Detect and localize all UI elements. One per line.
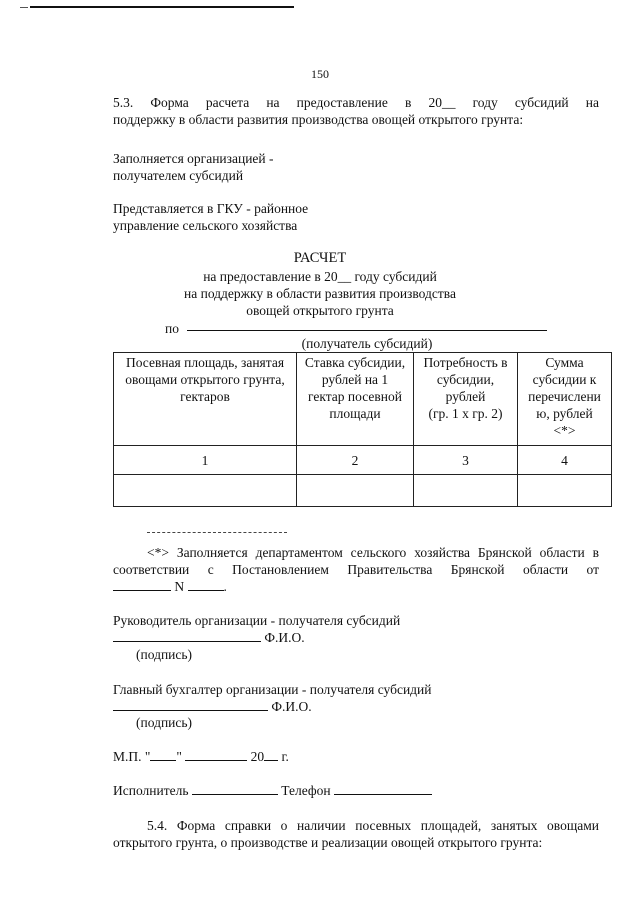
day-field[interactable] <box>150 748 176 761</box>
executor-line <box>113 782 432 799</box>
table-cell-rate[interactable] <box>297 475 414 507</box>
head-signature-field[interactable] <box>113 629 261 642</box>
head-signature-line <box>113 629 305 646</box>
calc-table <box>113 352 612 507</box>
header-col2 <box>297 353 414 446</box>
calc-heading: РАСЧЕТ <box>293 250 347 266</box>
footnote-line1: <*> Заполняется департаментом сельского хозяйства Брянской области в <box>147 545 599 560</box>
header-col4 <box>518 353 612 446</box>
accountant-fio-label: Ф.И.О. <box>271 699 312 714</box>
executor-field[interactable] <box>192 782 278 795</box>
head-title: Руководитель организации - получателя субсидий <box>113 613 401 628</box>
decree-date-field[interactable] <box>113 578 171 591</box>
filled-by-line2: получателем субсидий <box>113 168 244 183</box>
table-header-row <box>114 353 612 446</box>
calc-title-line2: на поддержку в области развития производства <box>184 286 456 301</box>
submitted-to-line1: Представляется в ГКУ - районное <box>113 201 309 216</box>
head-sign-caption: (подпись) <box>136 647 193 662</box>
header-col1-line1: Посевная площадь, занятая <box>125 355 285 370</box>
col-number-1: 1 <box>114 446 297 475</box>
section-53-line1: 5.3. Форма расчета на предоставление в 20__ году субсидий на <box>113 95 599 110</box>
stamp-quote: " <box>176 749 182 764</box>
top-rule <box>30 6 294 8</box>
header-col3-line3: рублей <box>445 389 486 404</box>
header-col4-line1: Сумма <box>545 355 584 370</box>
header-col2-line1: Ставка субсидии, <box>304 355 406 370</box>
header-col4-line2: субсидии к <box>532 372 597 387</box>
year-field[interactable] <box>264 748 278 761</box>
executor-label: Исполнитель <box>113 783 189 798</box>
header-col3-line4: (гр. 1 х гр. 2) <box>428 406 503 421</box>
phone-field[interactable] <box>334 782 432 795</box>
header-col2-line3: гектар посевной <box>308 389 402 404</box>
year-prefix: 20 <box>250 749 265 764</box>
year-suffix: г. <box>281 749 289 764</box>
decree-number-label: N <box>174 579 185 594</box>
top-rule-mark <box>20 7 28 8</box>
table-cell-need[interactable] <box>414 475 518 507</box>
recipient-field[interactable] <box>187 330 547 331</box>
table-cell-area[interactable] <box>114 475 297 507</box>
header-col1-line2: овощами открытого грунта, <box>125 372 285 387</box>
header-col4-line3: перечислени <box>528 389 601 404</box>
accountant-signature-line <box>113 698 312 715</box>
calc-title-line1: на предоставление в 20__ году субсидий <box>203 269 437 284</box>
section-53-line2: поддержку в области развития производства овощей открытого грунта: <box>113 112 524 127</box>
footnote-line3: N . <box>113 578 227 595</box>
stamp-date-line <box>113 748 289 765</box>
page-number: 150 <box>311 67 329 81</box>
header-col2-line4: площади <box>329 406 381 421</box>
calc-title-line3: овощей открытого грунта <box>246 303 394 318</box>
header-col4-line5: <*> <box>553 423 576 438</box>
col-number-4: 4 <box>518 446 612 475</box>
accountant-sign-caption: (подпись) <box>136 715 193 730</box>
header-col1-line3: гектаров <box>180 389 230 404</box>
submitted-to-line2: управление сельского хозяйства <box>113 218 298 233</box>
section-54-line1: 5.4. Форма справки о наличии посевных площадей, занятых овощами <box>147 818 599 833</box>
month-field[interactable] <box>185 748 247 761</box>
col-number-2: 2 <box>297 446 414 475</box>
accountant-signature-field[interactable] <box>113 698 268 711</box>
header-col3-line2: субсидии, <box>436 372 495 387</box>
stamp-label: М.П. " <box>113 749 151 764</box>
filled-by-line1: Заполняется организацией - <box>113 151 274 166</box>
header-col4-line4: ю, рублей <box>536 406 593 421</box>
footnote-separator <box>147 532 287 533</box>
col-number-3: 3 <box>414 446 518 475</box>
accountant-title: Главный бухгалтер организации - получателя субсидий <box>113 682 432 697</box>
table-number-row <box>114 446 612 475</box>
footnote-line2: соответствии с Постановлением Правительства Брянской области от <box>113 562 599 577</box>
recipient-prefix: по <box>165 321 179 336</box>
header-col3 <box>414 353 518 446</box>
head-fio-label: Ф.И.О. <box>264 630 305 645</box>
decree-number-field[interactable] <box>188 578 224 591</box>
header-col1 <box>114 353 297 446</box>
phone-label: Телефон <box>281 783 331 798</box>
table-row <box>114 475 612 507</box>
recipient-caption: (получатель субсидий) <box>301 336 433 351</box>
header-col3-line1: Потребность в <box>423 355 508 370</box>
section-54-line2: открытого грунта, о производстве и реализации овощей открытого грунта: <box>113 835 543 850</box>
header-col2-line2: рублей на 1 <box>321 372 389 387</box>
table-cell-sum[interactable] <box>518 475 612 507</box>
